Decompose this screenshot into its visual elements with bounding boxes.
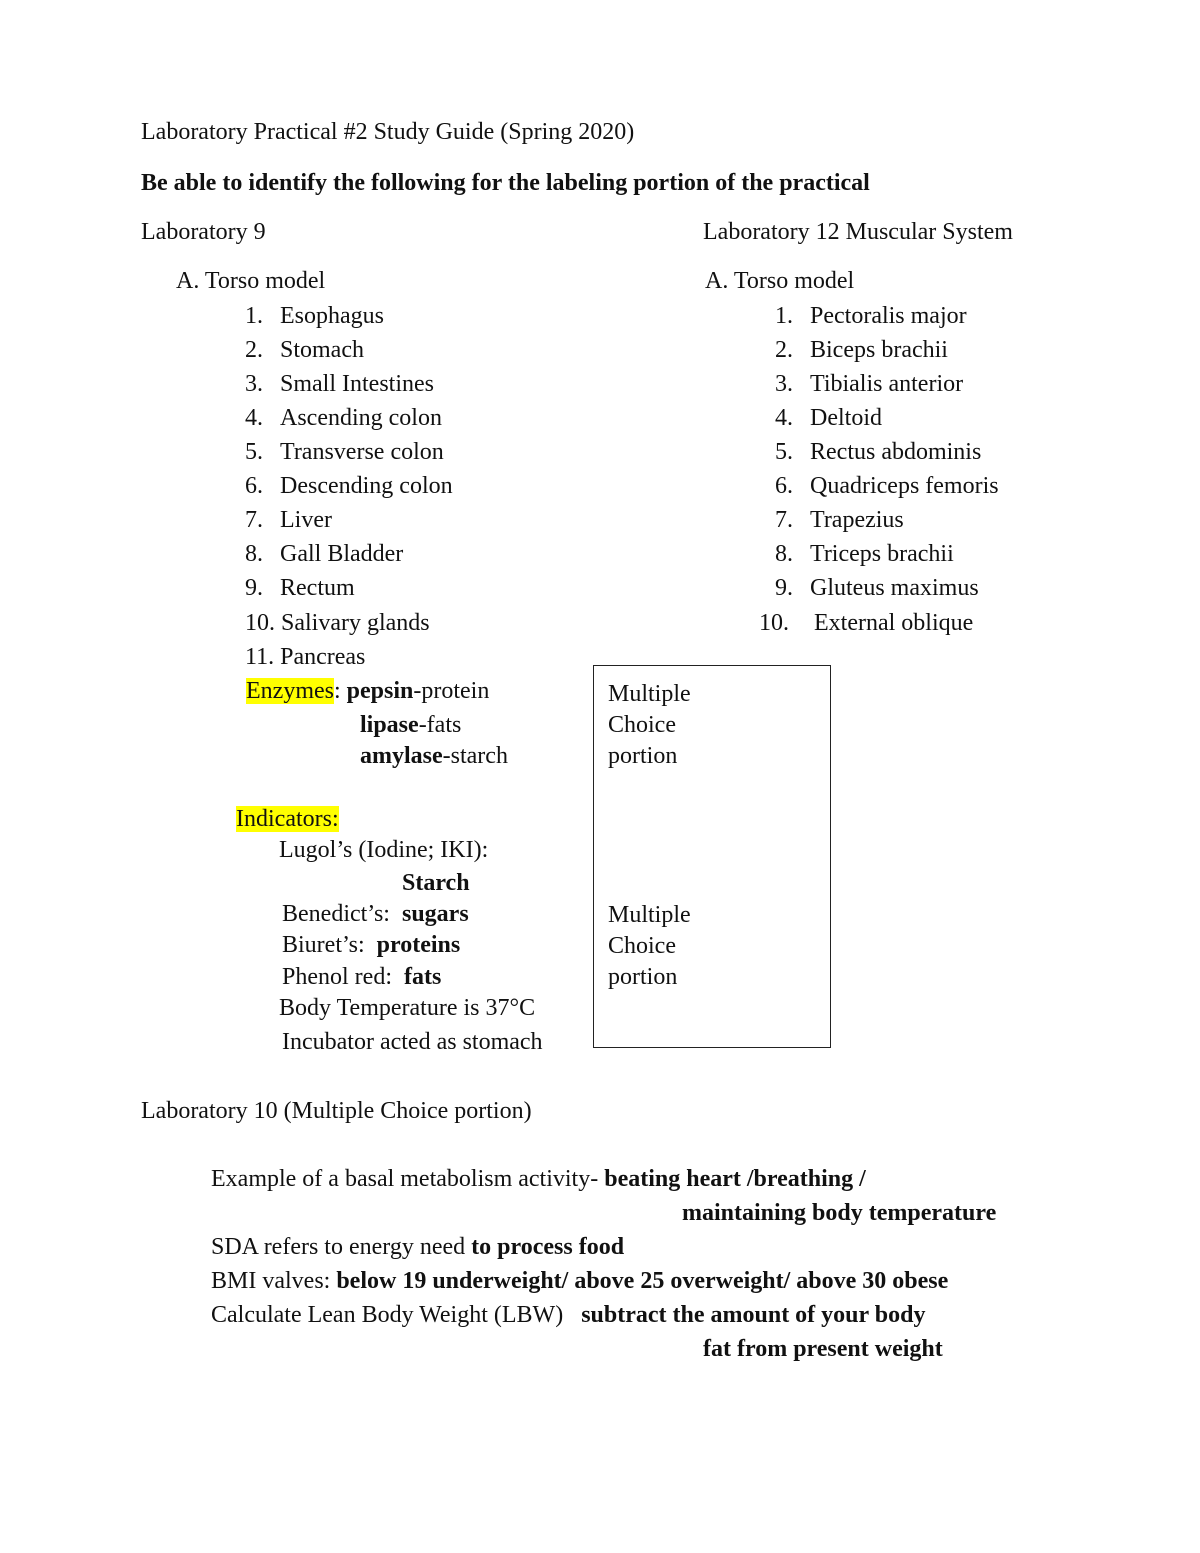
indicator-phenol: Phenol red: fats — [282, 964, 442, 990]
list-item: 10. External oblique — [759, 610, 974, 636]
enzymes-label: Enzymes — [246, 678, 334, 704]
lab10-heading: Laboratory 10 (Multiple Choice portion) — [141, 1098, 532, 1124]
list-item: 7. Liver — [245, 507, 332, 533]
list-item: 3. Small Intestines — [245, 371, 434, 397]
list-item: 2. Stomach — [245, 337, 364, 363]
indicator-biurets: Biuret’s: proteins — [282, 932, 461, 958]
list-item: 5. Rectus abdominis — [775, 439, 982, 465]
lbw-answer-cont: fat from present weight — [703, 1336, 943, 1362]
indicator-benedicts: Benedict’s: sugars — [282, 901, 469, 927]
list-item: 6. Descending colon — [245, 473, 453, 499]
list-item: 9. Gluteus maximus — [775, 575, 979, 601]
list-item: 8. Triceps brachii — [775, 541, 954, 567]
list-item: 4. Deltoid — [775, 405, 882, 431]
list-item: 6. Quadriceps femoris — [775, 473, 999, 499]
indicator-lugols-target: Starch — [402, 870, 470, 896]
mc-box-label-top: Multiple Choice portion — [608, 681, 691, 769]
lab12-heading: Laboratory 12 Muscular System — [703, 219, 1013, 245]
list-item: 4. Ascending colon — [245, 405, 442, 431]
list-item: 11. Pancreas — [245, 644, 366, 670]
enzyme-name: lipase — [360, 712, 419, 738]
basal-metabolism-answer-cont: maintaining body temperature — [682, 1200, 997, 1226]
lab12-section-label: A. Torso model — [705, 268, 855, 294]
enzyme-name: pepsin — [346, 678, 414, 704]
mc-box-label-bottom: Multiple Choice portion — [608, 902, 691, 990]
lbw-line: Calculate Lean Body Weight (LBW) subtract the amount of your body — [211, 1302, 926, 1328]
indicators-heading: Indicators: — [236, 806, 339, 832]
indicator-lugols: Lugol’s (Iodine; IKI): — [279, 837, 489, 863]
sda-line: SDA refers to energy need to process food — [211, 1234, 625, 1260]
list-item: 7. Trapezius — [775, 507, 904, 533]
list-item: 1. Esophagus — [245, 303, 384, 329]
list-item: 1. Pectoralis major — [775, 303, 967, 329]
list-item: 10. Salivary glands — [245, 610, 430, 636]
body-temperature-note: Body Temperature is 37°C — [279, 995, 536, 1021]
bmi-line: BMI valves: below 19 underweight/ above 25 overweight/ above 30 obese — [211, 1268, 949, 1294]
list-item: 9. Rectum — [245, 575, 355, 601]
list-item: 8. Gall Bladder — [245, 541, 404, 567]
lab9-section-label: A. Torso model — [176, 268, 326, 294]
enzymes-row: lipase-fats — [360, 712, 462, 738]
page-title: Laboratory Practical #2 Study Guide (Spring 2020) — [141, 119, 635, 145]
incubator-note: Incubator acted as stomach — [282, 1029, 543, 1055]
enzymes-row: amylase-starch — [360, 743, 508, 769]
instruction: Be able to identify the following for the labeling portion of the practical — [141, 170, 870, 196]
list-item: 5. Transverse colon — [245, 439, 444, 465]
enzymes-row: Enzymes: pepsin-protein — [246, 678, 490, 704]
list-item: 2. Biceps brachii — [775, 337, 948, 363]
basal-metabolism-line: Example of a basal metabolism activity- beating heart /breathing / — [211, 1166, 866, 1192]
list-item: 3. Tibialis anterior — [775, 371, 964, 397]
enzyme-name: amylase — [360, 743, 443, 769]
lab9-heading: Laboratory 9 — [141, 219, 266, 245]
